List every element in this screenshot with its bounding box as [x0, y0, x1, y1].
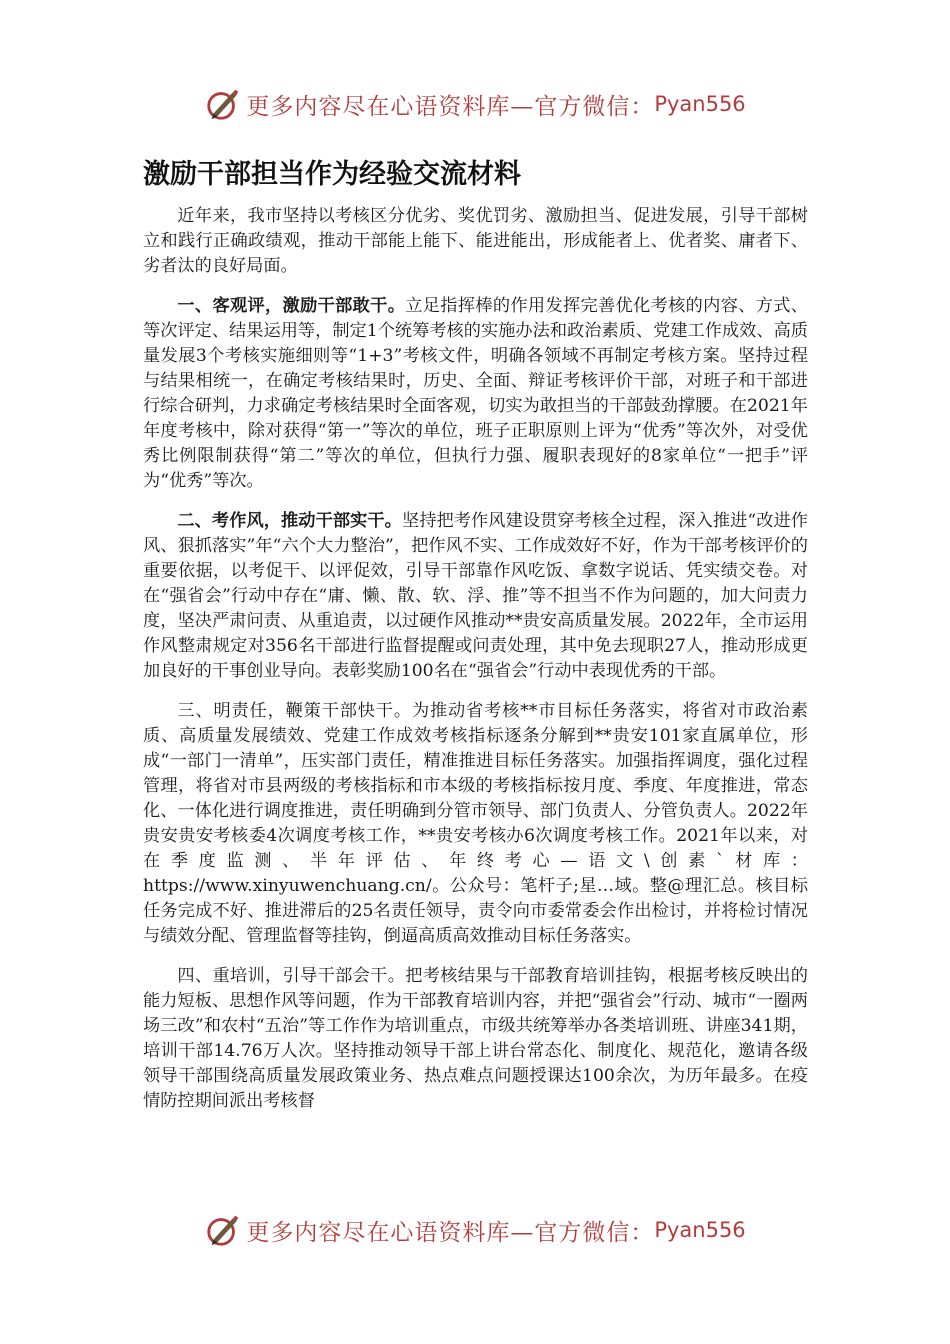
section-body: 为推动省考核**市目标任务落实，将省对市政治素质、高质量发展绩效、党建工作成效考核指标逐条分解到**贵安101家直属单位，形成“一部门一清单”，压实部门责任，精准推进目标任务落实。加强指挥调度，强化过程管理，将省对市县两级的考核指标和市本级的考核指标按月度、季度、年度推进，常态化、一体化进行调度推进，责任明确到分管市领导、部门负责人、分管负责人。2022年贵安贵安考核委4次调度考核工作，**贵安考核办6次调度考核工作。2021年以来，对在季度监测、半年评估、年终考心—语文\创素`材库：https://www.xinyuwenchuang.cn/。公众号：笔杆子;星…域。整@理汇总。核目标任务完成不好、推进滞后的25名责任领导，责令向市委常委会作出检讨，并将检讨情况与绩效分配、管理监督等挂钩，倒逼高质高效推动目标任务落实。 — [143, 701, 808, 946]
pen-logo-icon — [204, 85, 242, 123]
section-heading: 一、客观评，激励干部敢干。 — [177, 296, 406, 316]
intro-paragraph: 近年来，我市坚持以考核区分优劣、奖优罚劣、激励担当、促进发展，引导干部树立和践行正确政绩观，推动干部能上能下、能进能出，形成能者上、优者奖、庸者下、劣者汰的良好局面。 — [143, 206, 808, 276]
section-paragraph — [143, 294, 808, 494]
header-banner-text: 更多内容尽在心语资料库—官方微信： — [246, 93, 655, 120]
header-banner-wechat-id: Pyan556 — [654, 92, 746, 116]
footer-banner — [0, 1208, 950, 1252]
section-body: 立足指挥棒的作用发挥完善优化考核的内容、方式、等次评定、结果运用等，制定1个统筹考核的实施办法和政治素质、党建工作成效、高质量发展3个考核实施细则等“1+3”考核文件，明确各领域不再制定考核方案。坚持过程与结果相统一，在确定考核结果时，历史、全面、辩证考核评价干部，对班子和干部进行综合研判，力求确定考核结果时全面客观，切实为敢担当的干部鼓劲撑腰。在2021年年度考核中，除对获得“第一”等次的单位，班子正职原则上评为“优秀”等次外，对受优秀比例限制获得“第二”等次的单位，但执行力强、履职表现好的8家单位“一把手”评为“优秀”等次。 — [143, 296, 808, 491]
header-banner — [0, 82, 950, 126]
document-title: 激励干部担当作为经验交流材料 — [143, 159, 521, 190]
section-heading: 三、明责任，鞭策干部快干。 — [177, 701, 412, 721]
section-heading: 二、考作风，推动干部实干。 — [177, 511, 402, 531]
section-paragraph — [143, 509, 808, 684]
section-heading: 四、重培训，引导干部会干。 — [177, 966, 406, 986]
section-paragraph — [143, 699, 808, 949]
section-body: 坚持把考作风建设贯穿考核全过程，深入推进“改进作风、狠抓落实”年“六个大力整治”，把作风不实、工作成效好不好，作为干部考核评价的重要依据，以考促干、以评促效，引导干部靠作风吃饭、拿数字说话、凭实绩交卷。对在“强省会”行动中存在“庸、懒、散、软、浮、推”等不担当不作为问题的，加大问责力度，坚决严肃问责、从重追责，以过硬作风推动**贵安高质量发展。2022年，全市运用作风整肃规定对356名干部进行监督提醒或问责处理，其中免去现职27人，推动形成更加良好的干事创业导向。表彰奖励100名在“强省会”行动中表现优秀的干部。 — [143, 511, 808, 681]
document-body — [143, 204, 808, 1129]
footer-banner-text: 更多内容尽在心语资料库—官方微信： — [246, 1219, 655, 1246]
section-body: 把考核结果与干部教育培训挂钩，根据考核反映出的能力短板、思想作风等问题，作为干部教育培训内容，并把“强省会”行动、城市“一圈两场三改”和农村“五治”等工作作为培训重点，市级共统筹举办各类培训班、讲座341期，培训干部14.76万人次。坚持推动领导干部上讲台常态化、制度化、规范化，邀请各级领导干部围绕高质量发展政策业务、热点难点问题授课达100余次，为历年最多。在疫情防控期间派出考核督 — [143, 966, 808, 1111]
footer-banner-wechat-id: Pyan556 — [654, 1218, 746, 1242]
pen-logo-icon — [204, 1211, 242, 1249]
section-paragraph — [143, 964, 808, 1114]
